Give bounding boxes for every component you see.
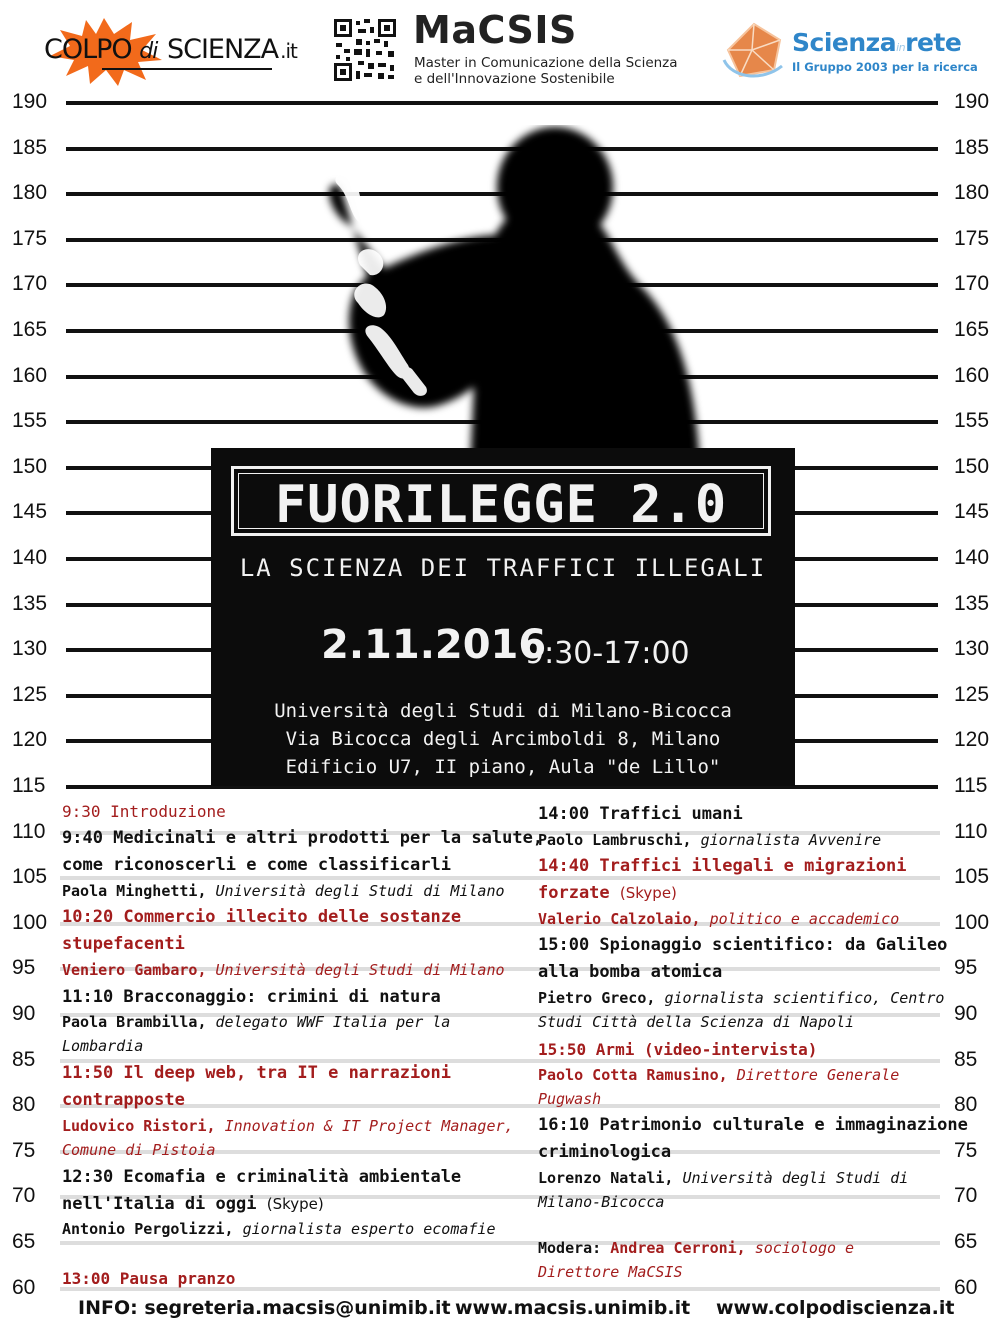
height-label-left-180: 180 bbox=[12, 181, 48, 205]
height-label-left-90: 90 bbox=[12, 1002, 36, 1025]
speaker-pergolizzi bbox=[62, 1217, 496, 1241]
height-label-right-65: 65 bbox=[954, 1230, 978, 1253]
event-time: 9:30-17:00 bbox=[525, 636, 690, 671]
logo-underline bbox=[102, 68, 272, 70]
program-item-armi: 15:50 Armi (video-intervista) bbox=[538, 1040, 818, 1059]
height-label-left-160: 160 bbox=[12, 363, 48, 387]
macsis-title: MaCSIS bbox=[413, 8, 577, 52]
speaker-role: Università degli Studi di Milano bbox=[215, 882, 505, 900]
height-label-left-175: 175 bbox=[12, 226, 48, 250]
program-item-ecomafia-line2 bbox=[62, 1191, 324, 1217]
speaker-name: Ludovico Ristori, bbox=[62, 1117, 216, 1135]
speaker-name: Valerio Calzolaio, bbox=[538, 910, 701, 928]
height-label-left-80: 80 bbox=[12, 1093, 36, 1117]
event-date: 2.11.2016 bbox=[321, 622, 547, 668]
speaker-role-cont: Pugwash bbox=[538, 1090, 602, 1108]
item-title-cont: forzate bbox=[538, 883, 610, 903]
height-label-right-155: 155 bbox=[954, 409, 990, 433]
height-label-right-125: 125 bbox=[954, 682, 990, 706]
colpo-logo-part1: COLPO bbox=[44, 34, 132, 65]
colpo-logo-part2: di bbox=[139, 39, 158, 64]
scienza-in-rete-logo-icon bbox=[722, 20, 786, 80]
height-label-right-130: 130 bbox=[954, 637, 990, 661]
macsis-subtitle-line2: e dell'Innovazione Sostenibile bbox=[414, 71, 615, 87]
speaker-greco bbox=[538, 986, 944, 1010]
program-item-patrimonio-line1: 16:10 Patrimonio culturale e immaginazione bbox=[538, 1115, 968, 1135]
height-label-right-95: 95 bbox=[954, 956, 978, 980]
height-label-right-105: 105 bbox=[954, 865, 990, 889]
speaker-brambilla-role-line2 bbox=[62, 1034, 143, 1058]
venue-line1: Università degli Studi di Milano-Bicocca bbox=[274, 700, 732, 722]
speaker-name: Paola Minghetti, bbox=[62, 882, 207, 900]
height-label-right-175: 175 bbox=[954, 226, 990, 250]
height-label-right-190: 190 bbox=[954, 90, 990, 113]
height-label-right-115: 115 bbox=[954, 774, 988, 797]
speaker-role: Università degli Studi di bbox=[682, 1169, 909, 1187]
program-item-bracconaggio: 11:10 Bracconaggio: crimini di natura bbox=[62, 987, 441, 1007]
height-label-left-105: 105 bbox=[12, 865, 48, 889]
height-label-right-120: 120 bbox=[954, 728, 990, 752]
moderator-role-cont: Direttore MaCSIS bbox=[538, 1263, 683, 1281]
colpo-logo-part4: .it bbox=[280, 39, 297, 63]
scienza-in-rete-title bbox=[792, 28, 961, 57]
height-line-190 bbox=[66, 101, 938, 105]
height-label-right-150: 150 bbox=[954, 454, 990, 478]
height-label-right-135: 135 bbox=[954, 591, 990, 615]
speaker-calzolaio bbox=[538, 907, 899, 931]
speaker-role: Direttore Generale bbox=[736, 1066, 900, 1084]
speaker-role: giornalista Avvenire bbox=[700, 831, 882, 849]
macsis-subtitle-line1: Master in Comunicazione della Scienza bbox=[414, 55, 678, 71]
height-label-left-125: 125 bbox=[12, 682, 48, 706]
program-item-deep-web-line1: 11:50 Il deep web, tra IT e narrazioni bbox=[62, 1063, 451, 1083]
event-subtitle: LA SCIENZA DEI TRAFFICI ILLEGALI bbox=[239, 554, 767, 582]
height-label-right-170: 170 bbox=[954, 272, 990, 296]
speaker-role-cont: Studi Città della Scienza di Napoli bbox=[538, 1013, 855, 1031]
venue-line3: Edificio U7, II piano, Aula "de Lillo" bbox=[285, 756, 721, 778]
skype-tag: (Skype) bbox=[266, 1195, 324, 1213]
colpo-di-scienza-logo bbox=[44, 34, 297, 65]
height-label-left-130: 130 bbox=[12, 637, 48, 661]
speaker-role: delegato WWF Italia per la bbox=[215, 1013, 451, 1031]
event-title: FUORILEGGE 2.0 bbox=[274, 475, 728, 535]
height-label-right-60: 60 bbox=[954, 1275, 978, 1299]
speaker-role-cont: Lombardia bbox=[62, 1037, 144, 1055]
speaker-cotta-role-line2 bbox=[538, 1087, 601, 1111]
skype-tag: (Skype) bbox=[619, 884, 677, 902]
venue-line2: Via Bicocca degli Arcimboldi 8, Milano bbox=[285, 728, 721, 750]
moderator-label: Modera: bbox=[538, 1239, 602, 1257]
height-label-right-180: 180 bbox=[954, 181, 990, 205]
moderator-name: Andrea Cerroni, bbox=[610, 1239, 746, 1257]
speaker-natali-role-line2 bbox=[538, 1190, 664, 1214]
item-title-cont: nell'Italia di oggi bbox=[62, 1194, 257, 1214]
program-item-medicinali-line2: come riconoscerli e come classificarli bbox=[62, 855, 451, 875]
height-label-right-140: 140 bbox=[954, 546, 990, 569]
program-item-stupefacenti-line1: 10:20 Commercio illecito delle sostanze bbox=[62, 907, 462, 927]
height-label-right-100: 100 bbox=[954, 910, 990, 934]
speaker-ristori-role-line2 bbox=[62, 1138, 216, 1162]
height-label-left-170: 170 bbox=[12, 272, 48, 296]
height-label-left-135: 135 bbox=[12, 591, 48, 615]
speaker-role: giornalista scientifico, Centro bbox=[664, 989, 945, 1007]
speaker-name: Paolo Cotta Ramusino, bbox=[538, 1066, 728, 1084]
height-label-left-100: 100 bbox=[12, 910, 48, 934]
height-label-right-85: 85 bbox=[954, 1047, 978, 1071]
height-label-left-185: 185 bbox=[12, 135, 48, 159]
height-label-right-80: 80 bbox=[954, 1093, 978, 1117]
sr-title-a: Scienza bbox=[792, 28, 897, 57]
event-panel bbox=[211, 448, 795, 786]
scienza-in-rete-subtitle: Il Gruppo 2003 per la ricerca bbox=[792, 60, 978, 74]
speaker-role: Innovation & IT Project Manager, bbox=[224, 1117, 514, 1135]
program-item-introduzione: 9:30 Introduzione bbox=[62, 802, 226, 821]
height-label-left-190: 190 bbox=[12, 90, 48, 113]
speaker-lambruschi bbox=[538, 828, 881, 852]
program-item-medicinali-line1: 9:40 Medicinali e altri prodotti per la salute, bbox=[62, 828, 544, 848]
speaker-role: Università degli Studi di Milano bbox=[215, 961, 505, 979]
program-item-migrazioni-line2 bbox=[538, 880, 677, 906]
height-label-left-140: 140 bbox=[12, 546, 48, 569]
speaker-role-cont: Milano-Bicocca bbox=[538, 1193, 665, 1211]
footer-macsis-link[interactable]: www.macsis.unimib.it bbox=[455, 1297, 691, 1319]
height-label-left-115: 115 bbox=[12, 774, 46, 797]
height-label-right-75: 75 bbox=[954, 1138, 978, 1162]
speaker-greco-role-line2 bbox=[538, 1010, 854, 1034]
height-label-right-90: 90 bbox=[954, 1002, 978, 1025]
program-item-deep-web-line2: contrapposte bbox=[62, 1090, 185, 1110]
program-item-stupefacenti-line2: stupefacenti bbox=[62, 934, 185, 954]
speaker-role: giornalista esperto ecomafie bbox=[242, 1220, 496, 1238]
footer-info-email[interactable]: INFO: segreteria.macsis@unimib.it bbox=[78, 1297, 451, 1319]
program-item-ecomafia-line1: 12:30 Ecomafia e criminalità ambientale bbox=[62, 1167, 462, 1187]
program-item-patrimonio-line2: criminologica bbox=[538, 1142, 672, 1162]
height-label-left-95: 95 bbox=[12, 956, 36, 980]
height-label-right-165: 165 bbox=[954, 318, 990, 341]
height-label-left-155: 155 bbox=[12, 409, 48, 433]
speaker-role: politico e accademico bbox=[709, 910, 900, 928]
speaker-cotta-ramusino bbox=[538, 1063, 899, 1087]
sr-title-in: in bbox=[896, 41, 906, 54]
speaker-name: Lorenzo Natali, bbox=[538, 1169, 674, 1187]
height-label-left-60: 60 bbox=[12, 1275, 36, 1299]
height-label-right-110: 110 bbox=[954, 819, 988, 843]
height-label-left-110: 110 bbox=[12, 819, 46, 843]
speaker-name: Paolo Lambruschi, bbox=[538, 831, 692, 849]
program-item-spionaggio-line1: 15:00 Spionaggio scientifico: da Galileo bbox=[538, 935, 948, 955]
speaker-name: Antonio Pergolizzi, bbox=[62, 1220, 234, 1238]
footer-colpo-link[interactable]: www.colpodiscienza.it bbox=[716, 1297, 955, 1319]
speaker-natali bbox=[538, 1166, 908, 1190]
sr-title-b: rete bbox=[905, 28, 962, 57]
speaker-name: Paola Brambilla, bbox=[62, 1013, 207, 1031]
moderator bbox=[538, 1236, 854, 1260]
colpo-logo-part3: SCIENZA bbox=[166, 34, 279, 65]
program-item-traffici-umani: 14:00 Traffici umani bbox=[538, 804, 743, 824]
qr-code-icon bbox=[332, 17, 398, 83]
program-item-migrazioni-line1: 14:40 Traffici illegali e migrazioni bbox=[538, 856, 907, 876]
height-label-right-185: 185 bbox=[954, 135, 990, 159]
moderator-role: sociologo e bbox=[754, 1239, 855, 1257]
height-label-left-70: 70 bbox=[12, 1184, 36, 1208]
program-item-pausa-pranzo: 13:00 Pausa pranzo bbox=[62, 1269, 236, 1288]
speaker-role-cont: Comune di Pistoia bbox=[62, 1141, 216, 1159]
speaker-brambilla bbox=[62, 1010, 450, 1034]
height-label-left-150: 150 bbox=[12, 454, 48, 478]
program-item-spionaggio-line2: alla bomba atomica bbox=[538, 962, 723, 982]
moderator-role-line2 bbox=[538, 1260, 683, 1284]
height-label-left-165: 165 bbox=[12, 318, 48, 341]
height-label-left-145: 145 bbox=[12, 500, 48, 524]
height-label-left-75: 75 bbox=[12, 1138, 36, 1162]
height-line-80 bbox=[60, 1104, 940, 1108]
speaker-minghetti bbox=[62, 879, 505, 903]
title-box bbox=[231, 466, 771, 536]
silhouette-figure bbox=[300, 125, 720, 465]
speaker-name: Pietro Greco, bbox=[538, 989, 656, 1007]
height-label-left-65: 65 bbox=[12, 1230, 36, 1253]
height-label-right-70: 70 bbox=[954, 1184, 978, 1208]
speaker-ristori bbox=[62, 1114, 514, 1138]
speaker-gambaro bbox=[62, 958, 505, 982]
height-label-right-160: 160 bbox=[954, 363, 990, 387]
height-label-right-145: 145 bbox=[954, 500, 990, 524]
speaker-name: Veniero Gambaro, bbox=[62, 961, 207, 979]
height-label-left-120: 120 bbox=[12, 728, 48, 752]
height-label-left-85: 85 bbox=[12, 1047, 36, 1071]
